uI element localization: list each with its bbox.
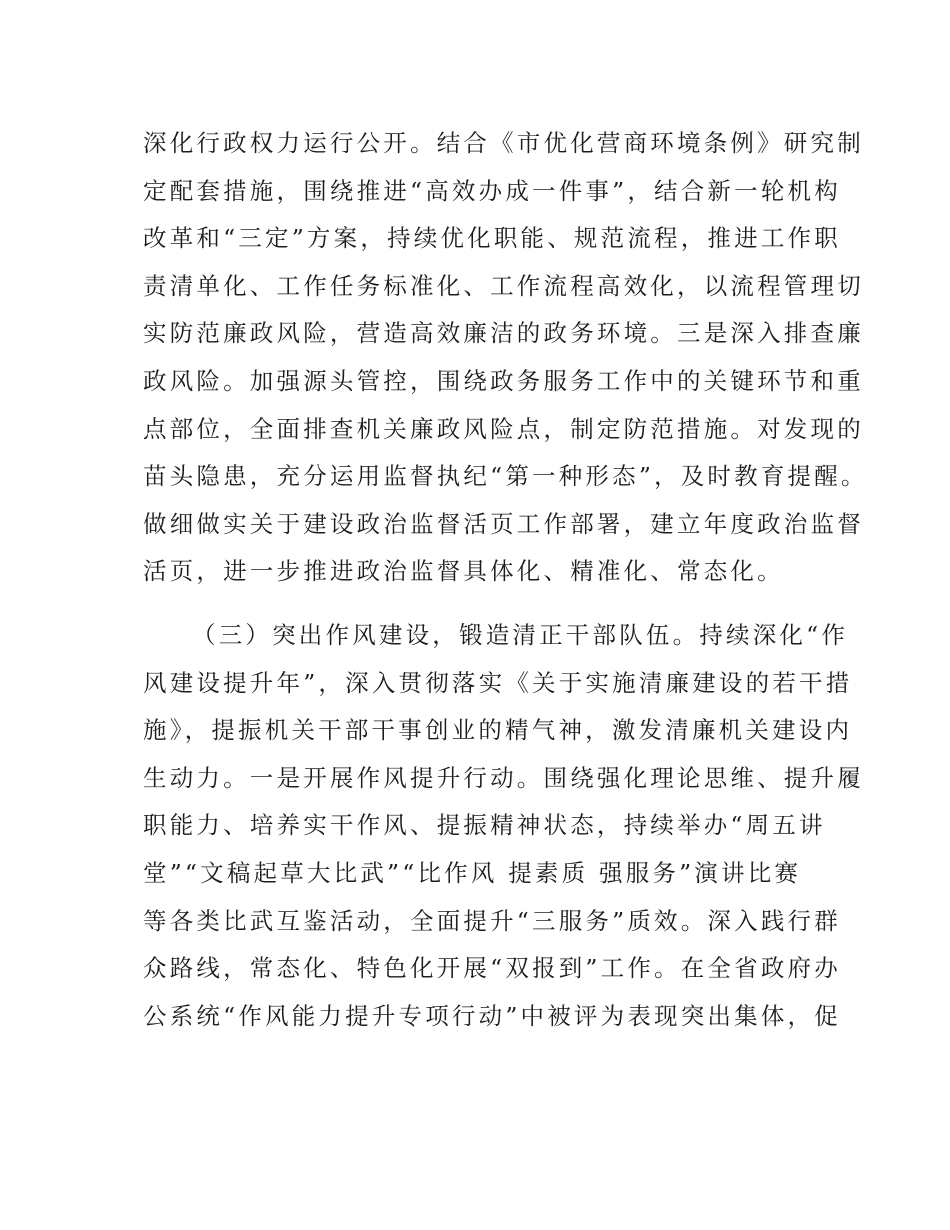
- text-line: 做细做实关于建设政治监督活页工作部署，建立年度政治监督: [143, 509, 864, 538]
- text-line: 政风险。加强源头管控，围绕政务服务工作中的关键环节和重: [143, 366, 864, 395]
- text-line: 等各类比武互鉴活动，全面提升“三服务”质效。深入践行群: [143, 906, 841, 935]
- text-line: 改革和“三定”方案，持续优化职能、规范流程，推进工作职: [143, 224, 841, 253]
- text-line: 生动力。一是开展作风提升行动。围绕强化理论思维、提升履: [143, 763, 864, 792]
- text-line: 活页，进一步推进政治监督具体化、精准化、常态化。: [143, 557, 784, 586]
- text-line: 责清单化、工作任务标准化、工作流程高效化，以流程管理切: [143, 271, 864, 300]
- text-line: 风建设提升年”，深入贯彻落实《关于实施清廉建设的若干措: [143, 668, 853, 697]
- text-line: 点部位，全面排查机关廉政风险点，制定防范措施。对发现的: [143, 414, 864, 443]
- paragraph-1: [143, 120, 868, 596]
- text-line: 众路线，常态化、特色化开展“双报到”工作。在全省政府办: [143, 954, 841, 983]
- text-line: （三）突出作风建设，锻造清正干部队伍。持续深化“作: [192, 620, 849, 649]
- paragraph-spacer: [143, 596, 823, 612]
- text-line: 职能力、培养实干作风、提振精神状态，持续举办“周五讲: [143, 811, 826, 840]
- text-line: 深化行政权力运行公开。结合《市优化营商环境条例》研究制: [143, 129, 864, 157]
- paragraph-2: [143, 612, 864, 1040]
- text-line: 施》，提振机关干部干事创业的精气神，激发清廉机关建设内: [143, 716, 853, 745]
- body-text: [143, 120, 868, 1040]
- text-line: 苗头隐患，充分运用监督执纪“第一种形态”，及时教育提醒。: [143, 462, 868, 491]
- text-line: 实防范廉政风险，营造高效廉洁的政务环境。三是深入排查廉: [143, 319, 864, 348]
- text-line: 定配套措施，围绕推进“高效办成一件事”，结合新一轮机构: [143, 176, 841, 205]
- text-line: 堂”“文稿起草大比武”“比作风 提素质 强服务”演讲比赛: [143, 858, 802, 887]
- text-line: 公系统“作风能力提升专项行动”中被评为表现突出集体，促: [143, 1001, 841, 1030]
